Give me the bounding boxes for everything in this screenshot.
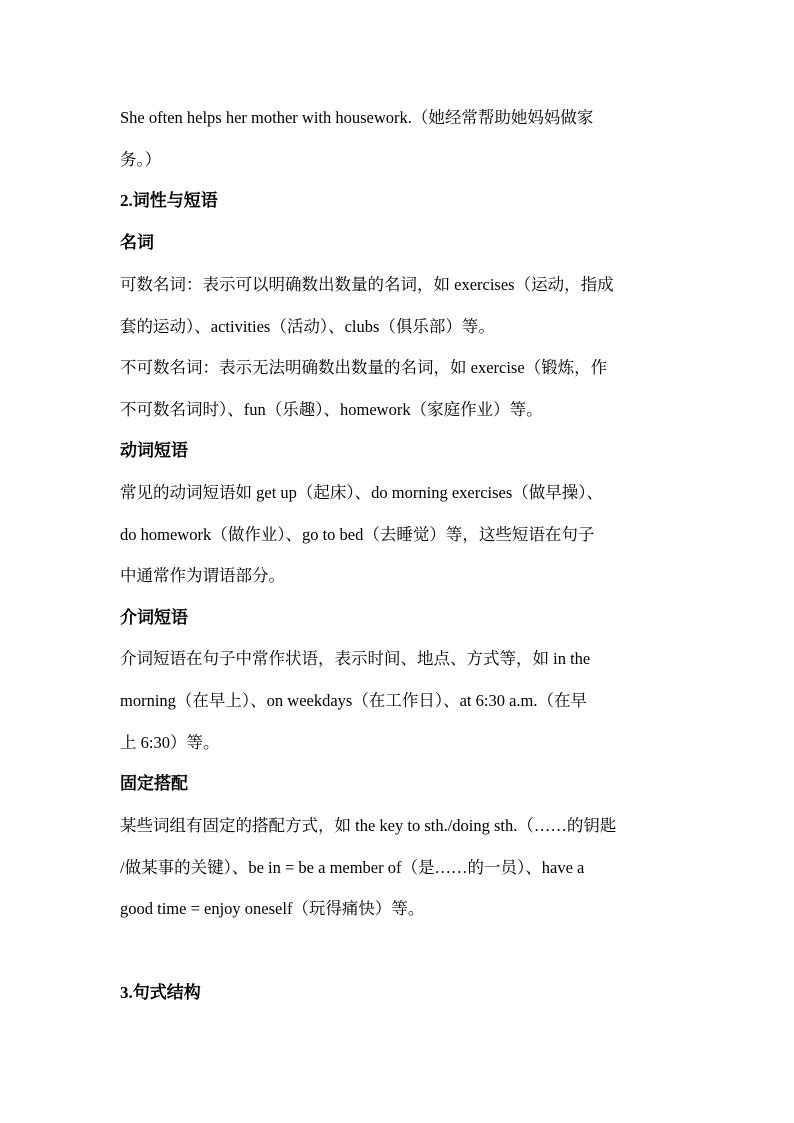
fixed-collocations-line-1: 某些词组有固定的搭配方式，如 the key to sth./doing sth.（……的钥匙 bbox=[120, 816, 617, 835]
fixed-collocations-line-2: /做某事的关键）、be in = be a member of（是……的一员）、have a bbox=[120, 858, 585, 877]
prepositional-phrases-line-1: 介词短语在句子中常作状语，表示时间、地点、方式等，如 in the bbox=[120, 649, 591, 668]
example-sentence-line-1: She often helps her mother with housework.（她经常帮助她妈妈做家 bbox=[120, 108, 594, 127]
prepositional-phrases-line-3: 上 6:30）等。 bbox=[120, 733, 220, 752]
fixed-collocations-line-3: good time = enjoy oneself（玩得痛快）等。 bbox=[120, 899, 425, 918]
example-sentence-line-2: 务。） bbox=[120, 150, 162, 169]
verb-phrases-line-3: 中通常作为谓语部分。 bbox=[120, 566, 285, 585]
section-heading-sentence-structure: 3.句式结构 bbox=[120, 983, 201, 1002]
section-heading-parts-of-speech: 2.词性与短语 bbox=[120, 191, 218, 210]
uncountable-nouns-line-2: 不可数名词时）、fun（乐趣）、homework（家庭作业）等。 bbox=[120, 400, 543, 419]
verb-phrases-line-1: 常见的动词短语如 get up（起床）、do morning exercises（做早操）、 bbox=[120, 483, 604, 502]
subheading-verb-phrases: 动词短语 bbox=[120, 441, 188, 460]
subheading-prepositional-phrases: 介词短语 bbox=[120, 608, 188, 627]
countable-nouns-line-2: 套的运动）、activities（活动）、clubs（俱乐部）等。 bbox=[120, 317, 495, 336]
prepositional-phrases-line-2: morning（在早上）、on weekdays（在工作日）、at 6:30 a.m.（在早 bbox=[120, 691, 587, 710]
verb-phrases-line-2: do homework（做作业）、go to bed（去睡觉）等，这些短语在句子 bbox=[120, 525, 595, 544]
uncountable-nouns-line-1: 不可数名词：表示无法明确数出数量的名词，如 exercise（锻炼，作 bbox=[120, 358, 608, 377]
countable-nouns-line-1: 可数名词：表示可以明确数出数量的名词，如 exercises（运动，指成 bbox=[120, 275, 614, 294]
subheading-nouns: 名词 bbox=[120, 233, 154, 252]
subheading-fixed-collocations: 固定搭配 bbox=[120, 774, 188, 793]
